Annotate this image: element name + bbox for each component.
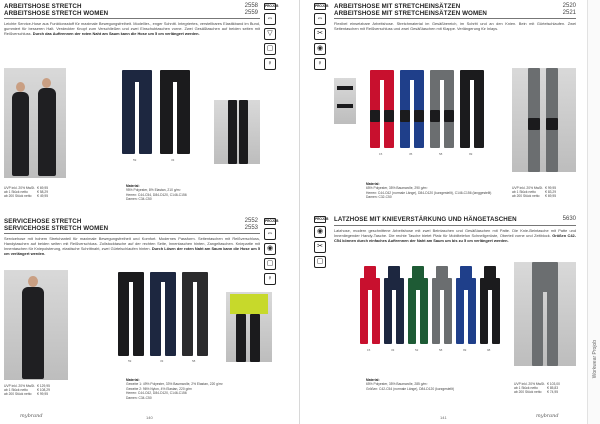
product-image-pants-navy: [150, 272, 176, 356]
pocket-icon: ▢: [264, 258, 276, 270]
color-code: 58: [439, 152, 443, 156]
section-title: SERVICEHOSE STRETCH: [4, 218, 82, 225]
projob-logo-icon: PROJOB: [315, 4, 329, 8]
pocket-icon: ▢: [314, 256, 326, 268]
material-info: Material: Gewebe 1: 49% Polyester, 33% Baumwolle, 2% Elastan, 220 g/m² Gewebe 2: 96% Nylon, 4% Elastan, 220 g/m² Herren: C44-C62, D84-D120, C146-C156 Damen: C34-C50: [126, 378, 223, 400]
divider: [334, 225, 576, 226]
color-code: 35: [409, 152, 413, 156]
women-fit-icon: ♀: [264, 273, 276, 285]
section-title: ARBEITSHOSE MIT STRETCHEINSÄTZEN: [334, 3, 461, 10]
product-photo-label: [334, 78, 356, 124]
feature-icons: [314, 216, 328, 271]
divider: [4, 18, 260, 19]
page-number: 140: [146, 415, 153, 420]
women-fit-icon: ♀: [314, 58, 326, 70]
stretch-icon: ⇔: [264, 13, 276, 25]
product-image-overall-green: [408, 266, 428, 344]
product-image-overall-navy: [384, 266, 404, 344]
projob-logo-icon: PROJOB: [265, 4, 279, 8]
product-image-pants-navy: [122, 70, 152, 154]
price-table: UVP inkl. 20% MwSt. € 69,95 ab 1 Stück netto € 58,29 ab 200 Stück netto € 49,95: [4, 186, 49, 199]
article-number-women: 2559: [244, 10, 258, 16]
section-title-women: SERVICEHOSE STRETCH WOMEN: [4, 225, 109, 233]
wash-60-icon: ▽: [264, 28, 276, 40]
color-code: 58: [439, 348, 443, 352]
material-info: Material: 95% Polyester, 8% Elastan, 210 g/m² Herren: C44-C54, D84-D120, C146-C156 Damen: C34-C50: [126, 184, 187, 202]
knee-pad-icon: ◉: [264, 243, 276, 255]
knee-pad-icon: ◉: [314, 43, 326, 55]
product-image-pants-black: [118, 272, 144, 356]
product-description: Leichte Service-Hose aus Funktionsstoff für maximale Bewegungsfreiheit. Modellier-, enger Schnitt. Integriertes, verstellbares Elastikband im Bund, gummiert für besseren Halt. Verdeckter Knopf zum Verschließen und zwei Einschubtaschen vorne. Zwei Gesäßtaschen auf beiden seiten mit Reißverschluss. Durch das Auftrennen der roten Naht am Saum kann die Hose um 5 cm verlängert werden.: [4, 21, 260, 36]
color-code: 52: [415, 348, 419, 352]
product-image-overall-black: [480, 266, 500, 344]
product-image-overall-red: [360, 266, 380, 344]
color-code: 33: [391, 348, 395, 352]
tool-pocket-icon: ✂: [314, 241, 326, 253]
page-number: 141: [440, 415, 447, 420]
color-code: 58: [192, 359, 196, 363]
article-number: 2552: [244, 218, 258, 224]
article-number-women: 2553: [244, 225, 258, 231]
feature-icons: [314, 3, 328, 73]
stretch-icon: ⇔: [264, 228, 276, 240]
tool-pocket-icon: ✂: [314, 28, 326, 40]
color-code: 33: [171, 158, 175, 162]
article-number: 2520: [562, 3, 576, 9]
section-title: LATZHOSE MIT KNIEVERSTÄRKUNG UND HÄNGETASCHEN: [334, 216, 517, 223]
product-image-pants-navy: [400, 70, 424, 148]
color-code: 59: [128, 359, 132, 363]
product-photo-models: [4, 68, 66, 178]
side-tab-label: Workwear Projob: [592, 340, 598, 379]
divider: [334, 18, 576, 19]
women-fit-icon: ♀: [264, 58, 276, 70]
color-code: 15: [367, 348, 371, 352]
product-photo-model: [512, 68, 576, 172]
stretch-icon: ⇔: [314, 13, 326, 25]
color-code: 59: [133, 158, 137, 162]
divider: [4, 233, 260, 234]
projob-logo-icon: PROJOB: [315, 217, 329, 221]
price-table: UVP inkl. 20% MwSt. € 129,95 ab 1 Stück netto € 108,29 ab 200 Stück netto € 99,95: [4, 384, 50, 397]
right-page: [300, 0, 600, 424]
product-description: Servicehose mit hohem Stretchanteil für maximale Bewegungsfreiheit und Komfort. Modernes Passform. Seitentaschen mit Reißverschluss, Handytaschen auf beiden seiten mit Reißverschluss. Zollstocktasche auf der rechten Seite, Innentaschen hinten, Zangeltaschen. Kniepartie mit Innentaschen für Kniepolsterung, elastische Schrittnaht, zwei Gürtelschlaufen hinten. Durch Lösen der roten Naht am Saum kann die Hose um 5 cm verlängert werden.: [4, 236, 261, 256]
brand-logo: mybrand: [20, 413, 43, 419]
product-detail-photo: [214, 100, 260, 164]
product-detail-photo: [226, 292, 272, 362]
projob-logo-icon: PROJOB: [265, 219, 279, 223]
brand-logo: mybrand: [536, 413, 559, 419]
feature-icons: [264, 3, 278, 73]
article-number: 5630: [562, 216, 576, 222]
section-title: ARBEITSHOSE STRETCH: [4, 3, 82, 10]
section-title-women: ARBEITSHOSE MIT STRETCHEINSÄTZEN WOMEN: [334, 10, 487, 18]
color-code: 33: [160, 359, 164, 363]
material-info: Material: 65% Polyester, 35% Baumwolle, 290 g/m² Herren: C44-C62 (normale Länge), D84-D120 (kurzgestellt), C146-C156 (langgestellt) Damen: C32-C50: [366, 182, 492, 200]
article-number-women: 2521: [562, 10, 576, 16]
product-image-pants-black: [460, 70, 484, 148]
product-image-overall-royal: [456, 266, 476, 344]
color-code: 99: [463, 348, 467, 352]
section-title-women: ARBEITSHOSE STRETCH WOMEN: [4, 10, 109, 18]
feature-icons: [264, 218, 278, 288]
price-table: UVP inkl. 20% MwSt. € 99,95 ab 1 Stück netto € 83,29 ab 200 Stück netto € 69,95: [512, 186, 557, 199]
color-code: 98: [487, 348, 491, 352]
product-image-pants-black: [160, 70, 190, 154]
product-description: Latzhose, modern geschnittene Arbeitshose mit zwei Beintaschen und Gesäßtaschen mit Patte. Die Knie-Beintasche mit Patte und Innenliegender Handy-Tasche. Die rechte Tasche bietet Platz für Mobiltelefon Schnellgerüste, Oberteil vorne und Zeitblock. Größen C42-C54 können durch einfaches Auftrennen der Naht am Saum um bis zu 5 cm verlängert werden.: [334, 228, 576, 243]
product-photo-model: [514, 262, 576, 366]
product-image-pants-grey: [430, 70, 454, 148]
price-table: UVP inkl. 20% MwSt. € 103,00 ab 1 Stück netto € 85,83 ab 200 Stück netto € 74,95: [514, 382, 560, 395]
article-number: 2558: [244, 3, 258, 9]
color-code: 99: [469, 152, 473, 156]
material-info: Material: 65% Polyester, 35% Baumwolle, 285 g/m² Größen: C42-C54 (normale Länge), D84-D120 (kurzgestellt): [366, 378, 454, 391]
product-image-overall-grey: [432, 266, 452, 344]
knee-pad-icon: ◉: [314, 226, 326, 238]
pocket-icon: ▢: [264, 43, 276, 55]
product-image-pants-red: [370, 70, 394, 148]
product-image-pants-grey: [182, 272, 208, 356]
product-photo-model: [4, 270, 68, 380]
section-side-tab[interactable]: [587, 0, 600, 424]
color-code: 15: [379, 152, 383, 156]
product-description: Flexibel einsetzbare Arbeitshose. Stretchmaterial im Gesäßbereich, im Schritt und an den Knien. Bein mit Gürtelschlaufen. Zwei Seitentaschen mit Reißverschluss und zwei Gesäßtaschen mit Klappe. Verlängerung für Inlays.: [334, 21, 576, 31]
